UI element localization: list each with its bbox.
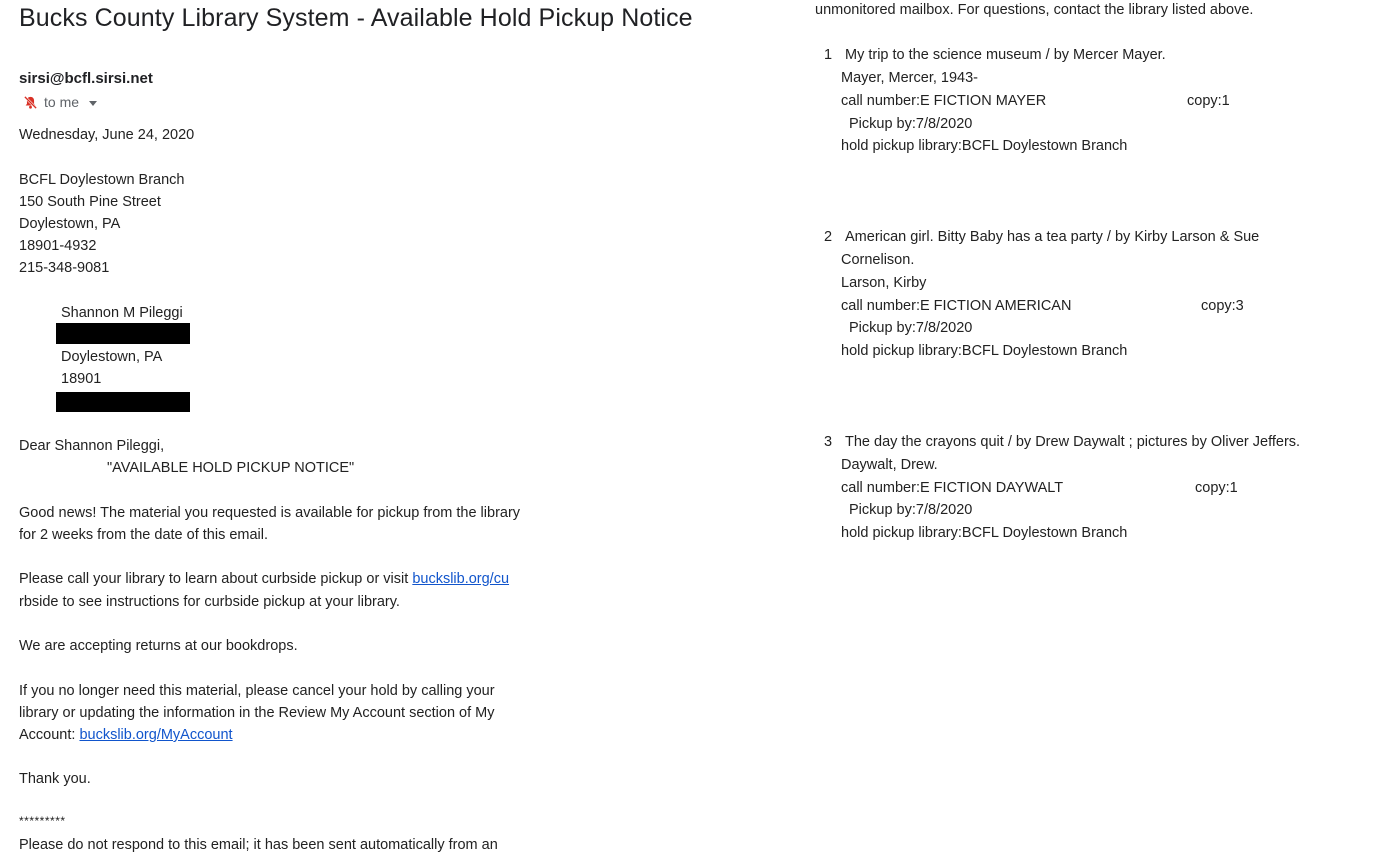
paragraph-4-line-3 xyxy=(19,724,233,746)
paragraph-1-line-1: Good news! The material you requested is available for pickup from the library xyxy=(19,505,521,521)
hold-pickup-library: hold pickup library:BCFL Doylestown Branch xyxy=(841,138,1128,154)
caret-down-icon[interactable] xyxy=(89,101,97,106)
paragraph-1-line-2: for 2 weeks from the date of this email. xyxy=(19,527,269,543)
footer-line-2: unmonitored mailbox. For questions, contact the library listed above. xyxy=(815,2,1254,18)
patron-zip: 18901 xyxy=(61,371,102,387)
recipient-details[interactable] xyxy=(23,94,97,110)
hold-author: Mayer, Mercer, 1943- xyxy=(841,70,978,86)
hold-author: Daywalt, Drew. xyxy=(841,457,938,473)
my-account-link[interactable]: buckslib.org/MyAccount xyxy=(79,727,233,743)
hold-pickup-library: hold pickup library:BCFL Doylestown Branch xyxy=(841,525,1128,541)
to-me-label[interactable]: to me xyxy=(44,94,80,110)
patron-city: Doylestown, PA xyxy=(61,349,163,365)
paragraph-2-line-2 xyxy=(19,591,400,613)
hold-call-number: call number:E FICTION AMERICAN xyxy=(841,298,1072,314)
hold-number: 1 xyxy=(824,47,833,63)
hold-call-number: call number:E FICTION MAYER xyxy=(841,93,1047,109)
hold-author: Larson, Kirby xyxy=(841,275,927,291)
thank-you: Thank you. xyxy=(19,771,91,787)
hold-title: The day the crayons quit / by Drew Daywalt ; pictures by Oliver Jeffers. xyxy=(845,434,1301,450)
branch-phone: 215-348-9081 xyxy=(19,260,110,276)
sender-address[interactable]: sirsi@bcfl.sirsi.net xyxy=(19,70,153,87)
paragraph-3: We are accepting returns at our bookdrops. xyxy=(19,638,298,654)
footer-line-1: Please do not respond to this email; it has been sent automatically from an xyxy=(19,837,498,853)
patron-name: Shannon M Pileggi xyxy=(61,305,183,321)
paragraph-4-line-1: If you no longer need this material, please cancel your hold by calling your xyxy=(19,683,495,699)
hold-number: 2 xyxy=(824,229,833,245)
bell-off-icon[interactable] xyxy=(23,95,38,110)
paragraph-2-tail: to see instructions for curbside pickup at your library. xyxy=(58,594,400,610)
notice-title: "AVAILABLE HOLD PICKUP NOTICE" xyxy=(107,460,355,476)
paragraph-2-text: Please call your library to learn about curbside pickup or visit xyxy=(19,571,413,587)
account-label: Account: xyxy=(19,727,80,743)
branch-zip: 18901-4932 xyxy=(19,238,97,254)
hold-pickup-by: Pickup by:7/8/2020 xyxy=(849,116,973,132)
separator-stars: ********* xyxy=(19,814,66,828)
hold-copy: copy:3 xyxy=(1201,298,1244,314)
branch-city: Doylestown, PA xyxy=(19,216,121,232)
greeting: Dear Shannon Pileggi, xyxy=(19,438,165,454)
paragraph-2-line-1 xyxy=(19,568,509,590)
hold-copy: copy:1 xyxy=(1187,93,1230,109)
hold-pickup-library: hold pickup library:BCFL Doylestown Branch xyxy=(841,343,1128,359)
branch-street: 150 South Pine Street xyxy=(19,194,161,210)
hold-number: 3 xyxy=(824,434,833,450)
hold-pickup-by: Pickup by:7/8/2020 xyxy=(849,320,973,336)
hold-title: My trip to the science museum / by Mercer Mayer. xyxy=(845,47,1166,63)
hold-copy: copy:1 xyxy=(1195,480,1238,496)
hold-call-number: call number:E FICTION DAYWALT xyxy=(841,480,1064,496)
email-subject: Bucks County Library System - Available Hold Pickup Notice xyxy=(19,4,693,32)
curbside-link-part-2[interactable]: rbside xyxy=(19,594,59,610)
redacted-street-box xyxy=(56,323,190,344)
branch-name: BCFL Doylestown Branch xyxy=(19,172,185,188)
curbside-link-part-1[interactable]: buckslib.org/cu xyxy=(412,571,510,587)
hold-pickup-by: Pickup by:7/8/2020 xyxy=(849,502,973,518)
paragraph-4-line-2: library or updating the information in the Review My Account section of My xyxy=(19,705,495,721)
hold-title-continued: Cornelison. xyxy=(841,252,915,268)
hold-title: American girl. Bitty Baby has a tea party / by Kirby Larson & Sue xyxy=(845,229,1260,245)
email-date: Wednesday, June 24, 2020 xyxy=(19,127,195,143)
redacted-phone-box xyxy=(56,392,190,412)
